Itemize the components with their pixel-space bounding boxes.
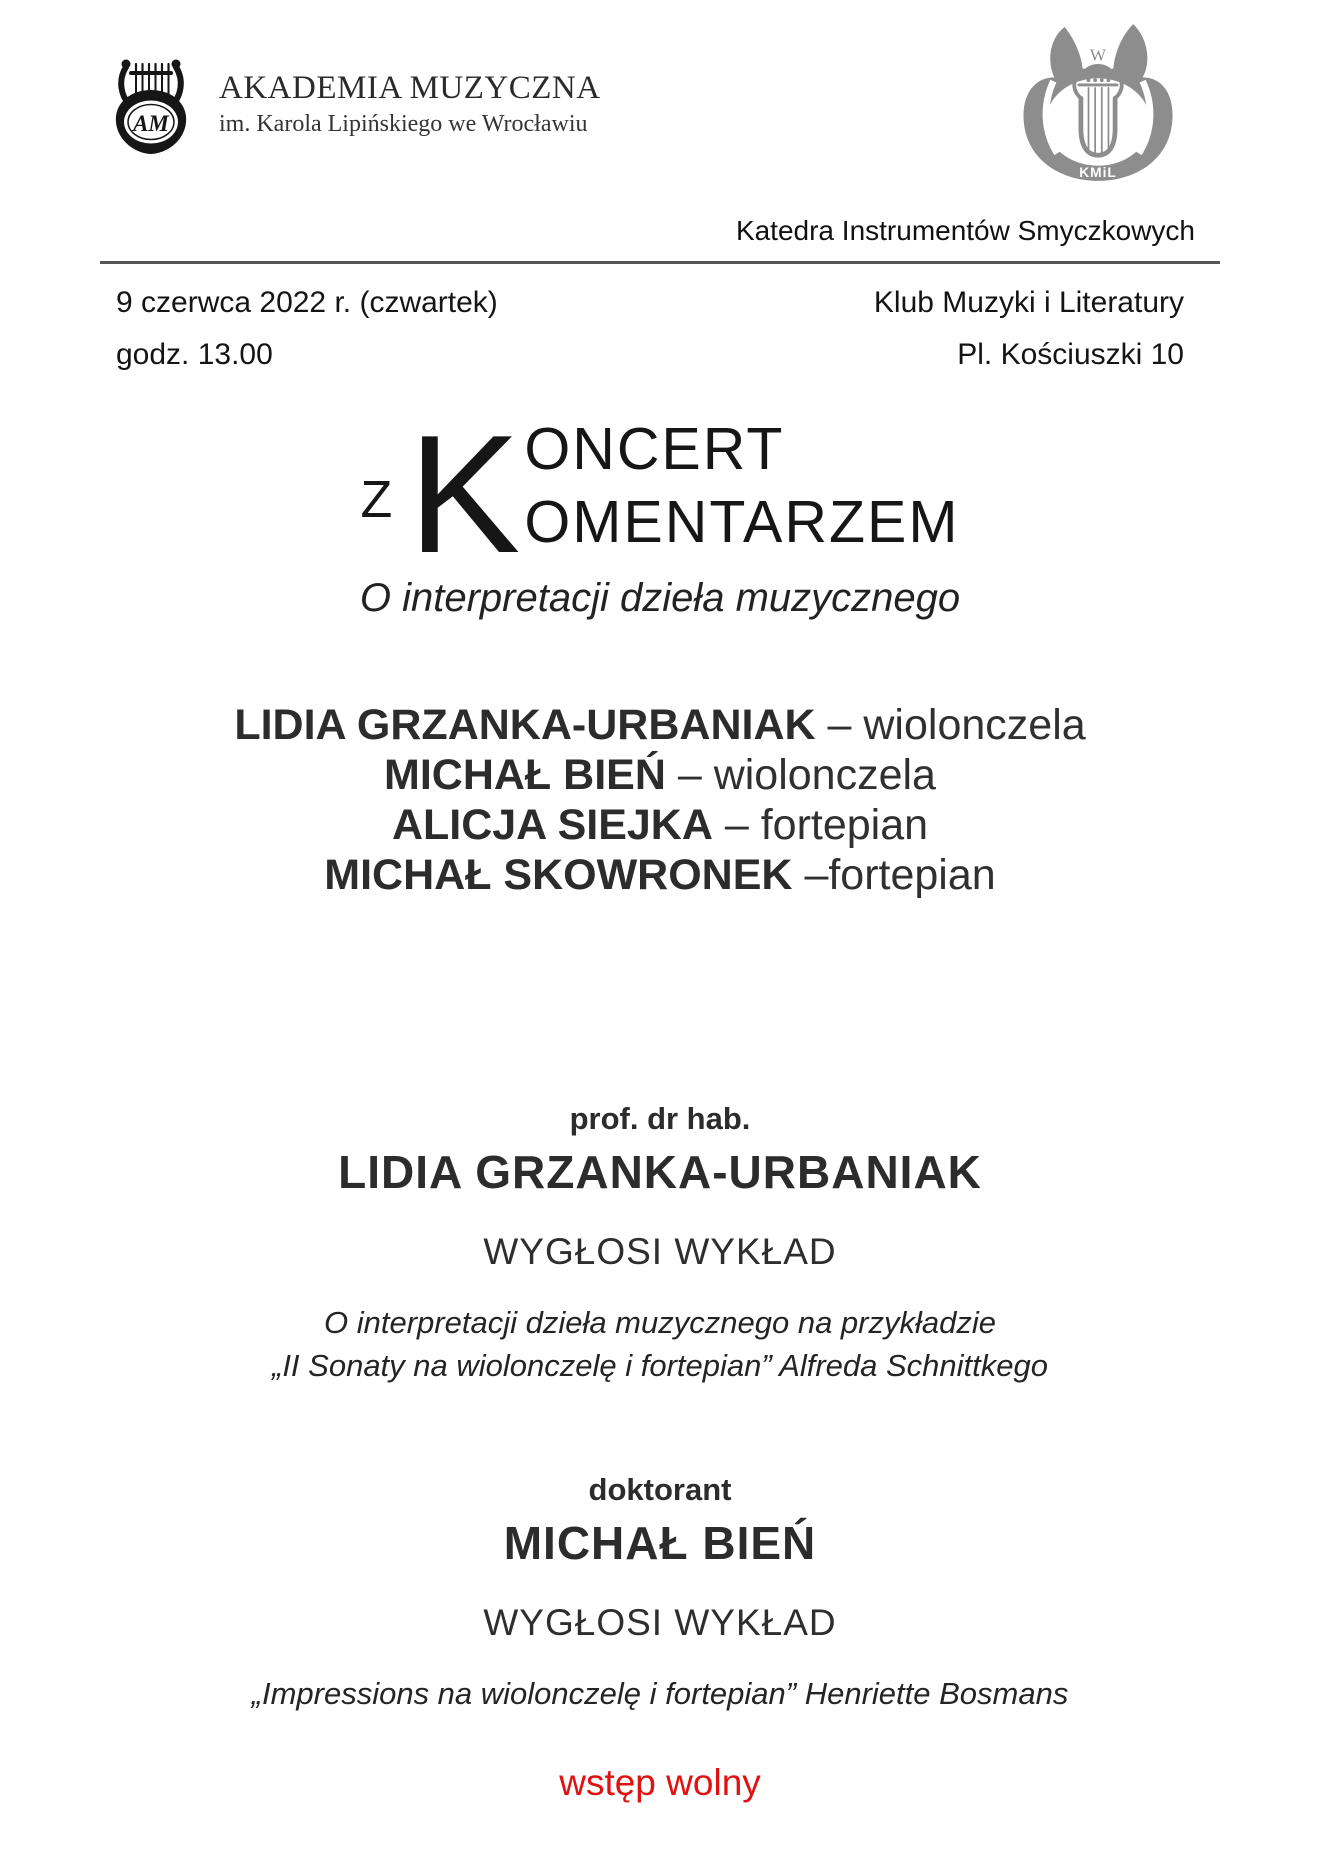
flame-lyre-icon xyxy=(1003,22,1193,184)
lyre-icon xyxy=(105,52,197,156)
academy-monogram: AM xyxy=(133,111,169,136)
poster-title xyxy=(0,399,1320,588)
admission-note xyxy=(0,1762,1320,1804)
title-subtitle: O interpretacji dzieła muzycznego xyxy=(359,576,961,620)
performer-instrument: –fortepian xyxy=(804,850,996,899)
event-info-row-1 xyxy=(0,286,1320,320)
performers-list xyxy=(0,701,1320,901)
title-word-2: OMENTARZEM xyxy=(524,489,960,555)
performer-instrument: – fortepian xyxy=(724,800,929,849)
lecture-section-2 xyxy=(0,1472,1320,1715)
lecturer-name: MICHAŁ BIEŃ xyxy=(503,1517,817,1570)
lecturer-degree: prof. dr hab. xyxy=(569,1100,751,1136)
kmil-top-letter: W xyxy=(1089,45,1107,65)
event-date: 9 czerwca 2022 r. (czwartek) xyxy=(116,286,498,319)
academy-subtitle: im. Karola Lipińskiego we Wrocławiu xyxy=(219,111,588,137)
performer-name: MICHAŁ SKOWRONEK xyxy=(324,850,793,899)
lecture-announcement: WYGŁOSI WYKŁAD xyxy=(483,1230,837,1272)
performer-line xyxy=(0,801,1320,851)
event-info-row-2 xyxy=(0,338,1320,372)
lecturer-name: LIDIA GRZANKA-URBANIAK xyxy=(338,1145,982,1198)
performer-line xyxy=(0,701,1320,751)
kmil-logo-wrap xyxy=(1003,22,1193,189)
title-big-letter: K xyxy=(408,399,521,588)
performer-instrument: – wiolonczela xyxy=(827,701,1086,749)
event-venue: Klub Muzyki i Literatury xyxy=(873,286,1184,319)
lecture-topic-line-1: „Impressions na wiolonczelę i fortepian” Henriette Bosmans xyxy=(251,1676,1069,1712)
lecture-topic-line-1: O interpretacji dzieła muzycznego na przykładzie xyxy=(324,1304,996,1340)
lecture-topic-line-2: „II Sonaty na wiolonczelę i fortepian” Alfreda Schnittkego xyxy=(272,1347,1048,1383)
lecturer-degree: doktorant xyxy=(588,1472,732,1508)
lecture-announcement: WYGŁOSI WYKŁAD xyxy=(483,1602,837,1644)
title-word-1: ONCERT xyxy=(524,416,785,482)
admission-text: wstęp wolny xyxy=(559,1761,761,1803)
lecture-section-1 xyxy=(0,1101,1320,1388)
performer-name: ALICJA SIEJKA xyxy=(391,800,713,849)
performer-line xyxy=(0,751,1320,801)
divider-rule xyxy=(100,261,1220,264)
department-line: Katedra Instrumentów Smyczkowych xyxy=(735,215,1195,246)
performer-name: MICHAŁ BIEŃ xyxy=(384,750,666,799)
lecture-topic xyxy=(0,1672,1320,1715)
title-connector: Z xyxy=(360,471,393,529)
academy-name: AKADEMIA MUZYCZNA xyxy=(219,70,601,106)
performer-name: LIDIA GRZANKA-URBANIAK xyxy=(234,701,816,749)
header xyxy=(0,0,1320,189)
title-words xyxy=(524,416,960,555)
event-address: Pl. Kościuszki 10 xyxy=(957,338,1184,371)
academy-brand xyxy=(105,52,601,156)
performer-line xyxy=(0,851,1320,901)
event-time: godz. 13.00 xyxy=(116,338,273,371)
academy-brand-text xyxy=(219,70,601,138)
performer-instrument: – wiolonczela xyxy=(677,750,936,799)
kmil-label: KMiL xyxy=(1079,165,1117,181)
lecture-topic xyxy=(0,1301,1320,1388)
